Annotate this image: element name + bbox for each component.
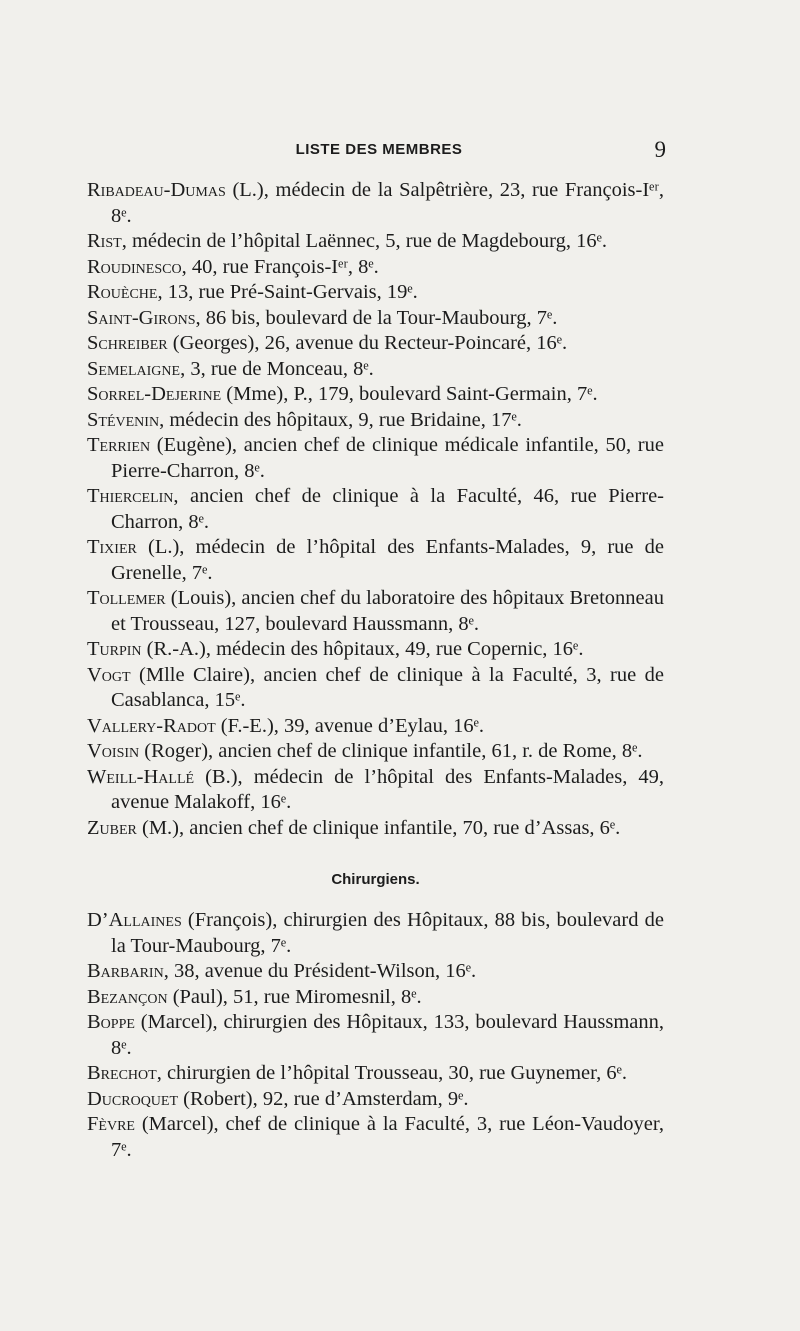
member-name: Semelaigne [87, 357, 181, 380]
member-name: Saint-Girons [87, 306, 196, 329]
member-details: (Eugène), ancien chef de clinique médicale infantile, 50, rue Pierre-Charron, 8ᵉ. [111, 434, 664, 482]
member-entry [87, 714, 664, 740]
member-details: (Mme), P., 179, boulevard Saint-Germain, 7ᵉ. [221, 383, 598, 405]
member-entry [87, 816, 664, 842]
member-details: (Georges), 26, avenue du Recteur-Poincaré, 16ᵉ. [167, 332, 568, 354]
member-name: Brechot [87, 1062, 157, 1084]
member-name: Terrien [87, 434, 151, 456]
member-details: , 38, avenue du Président-Wilson, 16ᵉ. [163, 960, 477, 982]
member-name: Rouèche [87, 281, 158, 303]
member-details: (Marcel), chirurgien des Hôpitaux, 133, boulevard Haussmann, 8ᵉ. [111, 1011, 664, 1059]
member-entry [87, 357, 664, 383]
member-list [87, 178, 664, 1163]
member-name: Ribadeau-Dumas [87, 179, 226, 201]
member-entry [87, 306, 664, 332]
member-details: , 86 bis, boulevard de la Tour-Maubourg, 7ᵉ. [195, 306, 558, 329]
member-details: (M.), ancien chef de clinique infantile, 70, rue d’Assas, 6ᵉ. [136, 816, 621, 839]
member-entry [87, 663, 664, 714]
member-name: Voisin [87, 740, 140, 762]
member-entry [87, 959, 664, 985]
member-details: , 40, rue François-Iᵉʳ, 8ᵉ. [181, 255, 379, 278]
member-name: Ducroquet [87, 1087, 179, 1110]
member-entry [87, 908, 664, 959]
member-details: , 13, rue Pré-Saint-Gervais, 19ᵉ. [157, 281, 418, 303]
member-name: Tollemer [87, 587, 166, 609]
member-entry [87, 433, 664, 484]
page-number: 9 [654, 137, 666, 162]
member-details: (F.-E.), 39, avenue d’Eylau, 16ᵉ. [215, 714, 484, 737]
running-header: LISTE DES MEMBRES [295, 141, 463, 158]
member-entry [87, 1087, 664, 1113]
member-details: , ancien chef de clinique à la Faculté, 46, rue Pierre-Charron, 8ᵉ. [111, 485, 664, 533]
member-entry [87, 255, 664, 281]
member-details: (L.), médecin de l’hôpital des Enfants-Malades, 9, rue de Grenelle, 7ᵉ. [111, 536, 664, 584]
member-details: (L.), médecin de la Salpêtrière, 23, rue François-Iᵉʳ, 8ᵉ. [111, 179, 664, 227]
member-entry [87, 985, 664, 1011]
member-details: (Robert), 92, rue d’Amsterdam, 9ᵉ. [178, 1087, 469, 1110]
physicians-list [87, 178, 664, 841]
member-entry [87, 178, 664, 229]
member-name: Zuber [87, 816, 137, 839]
member-name: Bezançon [87, 985, 168, 1008]
member-name: Schreiber [87, 332, 168, 354]
member-details: (Marcel), chef de clinique à la Faculté, 3, rue Léon-Vaudoyer, 7ᵉ. [111, 1113, 664, 1161]
member-details: , chirurgien de l’hôpital Trousseau, 30, rue Guynemer, 6ᵉ. [156, 1062, 628, 1084]
member-entry [87, 1061, 664, 1087]
member-details: (Roger), ancien chef de clinique infantile, 61, r. de Rome, 8ᵉ. [139, 740, 643, 762]
member-name: Boppe [87, 1011, 135, 1033]
member-entry [87, 739, 664, 765]
member-details: , médecin des hôpitaux, 9, rue Bridaine, 17ᵉ. [159, 408, 522, 431]
member-entry [87, 229, 664, 255]
member-name: Vallery-Radot [87, 714, 216, 737]
member-name: Turpin [87, 638, 142, 660]
member-details: , 3, rue de Monceau, 8ᵉ. [180, 357, 374, 380]
section-heading: Chirurgiens. [331, 871, 420, 888]
member-name: Thiercelin [87, 485, 174, 507]
member-name: Weill-Hallé [87, 765, 195, 788]
member-entry [87, 280, 664, 306]
member-name: Roudinesco [87, 255, 182, 278]
member-entry [87, 1010, 664, 1061]
member-name: D’Allaines [87, 909, 182, 931]
member-name: Vogt [87, 663, 131, 686]
member-details: , médecin de l’hôpital Laënnec, 5, rue de Magdebourg, 16ᵉ. [121, 230, 608, 252]
member-entry [87, 484, 664, 535]
member-entry [87, 1112, 664, 1163]
member-details: (Louis), ancien chef du laboratoire des hôpitaux Bretonneau et Trousseau, 127, boulevard Haussmann, 8ᵉ. [111, 587, 664, 635]
member-name: Fèvre [87, 1113, 135, 1135]
member-entry [87, 765, 664, 816]
member-name: Rist [87, 230, 122, 252]
member-name: Tixier [87, 536, 137, 558]
member-details: (François), chirurgien des Hôpitaux, 88 bis, boulevard de la Tour-Maubourg, 7ᵉ. [111, 909, 664, 957]
member-details: (Mlle Claire), ancien chef de clinique à la Faculté, 3, rue de Casablanca, 15ᵉ. [111, 663, 664, 711]
member-name: Sorrel-Dejerine [87, 383, 222, 405]
member-entry [87, 331, 664, 357]
member-details: (R.-A.), médecin des hôpitaux, 49, rue Copernic, 16ᵉ. [141, 638, 584, 660]
member-entry [87, 408, 664, 434]
member-name: Stévenin [87, 408, 160, 431]
member-entry [87, 382, 664, 408]
surgeons-list [87, 908, 664, 1163]
member-entry [87, 637, 664, 663]
member-entry [87, 586, 664, 637]
member-details: (Paul), 51, rue Miromesnil, 8ᵉ. [167, 985, 422, 1008]
member-details: (B.), médecin de l’hôpital des Enfants-Malades, 49, avenue Malakoff, 16ᵉ. [111, 765, 664, 813]
member-name: Barbarin [87, 960, 164, 982]
member-entry [87, 535, 664, 586]
